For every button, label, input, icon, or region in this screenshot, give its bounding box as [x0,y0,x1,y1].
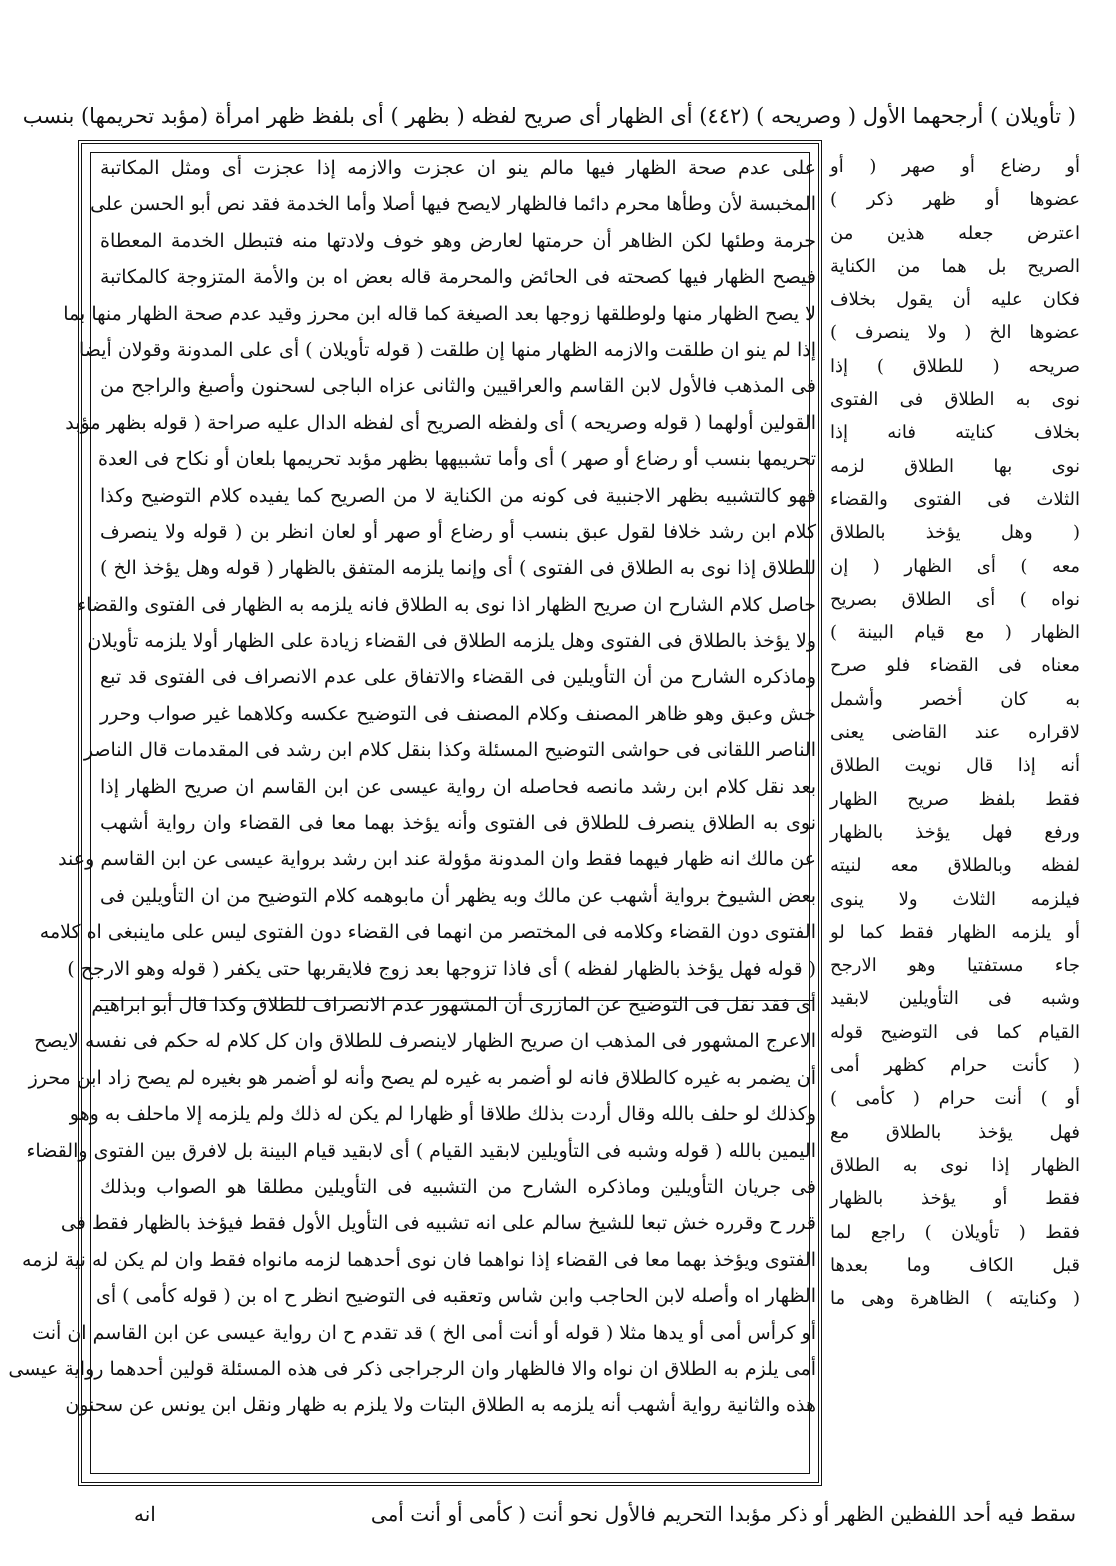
margin-line: فقط ( تأويلان ) راجع لما [830,1221,1080,1243]
commentary-line: الناصر اللقانى فى حواشى التوضيح المسئلة وكذا بنقل كلام ابن رشد فى المقدمات قال الناصر [83,739,816,762]
commentary-line: أمى يلزم به الطلاق ان نواه والا فالظهار وان الرجراجى ذكر فى هذه المسئلة قولين أحدهما رواية عيسى [8,1357,816,1380]
commentary-line: فيصح الظهار فيها كصحته فى الحائض والمحرمة قاله بعض اه بن والأمة المتزوجة كالمكاتبة [100,266,816,289]
margin-line: وشبه فى التأويلين لابقيد [830,988,1080,1010]
margin-line: القيام كما فى التوضيح قوله [830,1021,1080,1043]
margin-line: الظهار إذا نوى به الطلاق [830,1154,1080,1176]
margin-line: الثلاث فى الفتوى والقضاء [830,488,1080,510]
margin-line: فيلزمه الثلاث ولا ينوى [830,888,1080,910]
header-line: ( تأويلان ) أرجحهما الأول ( وصريحه ) (٤٤٢) أى الظهار أى صريح لفظه ( بظهر ) أى بلفظ ظهر امرأة (مؤبد تحريمها) بنسب [22,104,1076,128]
commentary-line: وماذكره الشارح من أن التأويلين فى القضاء والاتفاق على عدم الانصراف فى الفتوى قد تبع [100,666,816,689]
commentary-line: حرمة وطئها لكن الظاهر أن حرمتها لعارض وهو خوف ولادتها منه فتبطل الخدمة المعطاة [100,229,816,252]
commentary-line: فى المذهب فالأول لابن القاسم والعراقيين والثانى عزاه الباجى لسحنون وأصبغ والراجح من [100,375,816,398]
margin-line: صريحه ( للطلاق ) إذا [830,355,1080,377]
commentary-line: لا يصح الظهار منها ولوطلقها زوجها بعد الصيغة كما قاله ابن محرز وقيد عدم صحة الظهار منها بما [63,302,816,325]
commentary-line: على عدم صحة الظهار فيها مالم ينو ان عجزت والازمه إذا عجزت أى ومثل المكاتبة [100,157,816,179]
commentary-line: إذا لم ينو ان طلقت والازمه الظهار منها إن طلقت ( قوله تأويلان ) أى على المدونة وقولان أيضا [78,338,816,361]
commentary-line: أن يضمر به غيره كالطلاق فانه لو أضمر به غيره لم يصح وأنه لو أضمر هو بغيره لم يصح زاد ابن محرز [28,1066,816,1089]
margin-line: فكان عليه أن يقول بخلاف [830,289,1080,311]
margin-line: لفظه وبالطلاق معه لنيته [830,855,1080,877]
margin-line: الصريح بل هما من الكناية [830,255,1080,277]
commentary-line: أى فقد نقل فى التوضيح عن المازرى أن المشهور عدم الانصراف للطلاق وكذا قال أبو ابراهيم [91,993,816,1016]
commentary-text [8,150,816,1480]
commentary-line: بعض الشيوخ برواية أشهب عن مالك وبه يظهر أن مابوهمه كلام التوضيح من ان التأويلين فى [100,884,816,907]
margin-line: أو ) أنت حرام ( كأمى ) [830,1088,1080,1110]
commentary-line: هذه والثانية رواية أشهب أنه يلزمه به الطلاق البتات ولا يلزم به ظهار ونقل ابن يونس عن سحنون [65,1394,816,1417]
footer [64,1494,1076,1534]
commentary-line: ولا يؤخذ بالطلاق فى الفتوى وهل يلزمه الطلاق فى القضاء زيادة على الظهار أولا يلزمه تأويلان [87,630,816,653]
margin-line: بخلاف كنايته فانه إذا [830,422,1080,444]
margin-line: قبل الكاف وما بعدها [830,1254,1080,1276]
margin-line: معناه فى القضاء فلو صرح [830,655,1080,677]
margin-line: عضوها أو ظهر ذكر ) [830,189,1080,211]
commentary-line: قرر ح وقرره خش تبعا للشيخ سالم على انه تشبيه فى التأويل الأول فقط فيؤخذ بالظهار فقط فى [60,1212,816,1235]
margin-line: فقط بلفظ صريح الظهار [830,788,1080,810]
commentary-line: وكذلك لو حلف بالله وقال أردت بذلك طلاقا أو ظهارا لم يكن له ذلك ولم يلزمه إلا ماحلف به وهو [69,1103,816,1126]
margin-line: نوى بها الطلاق لزمه [830,455,1080,477]
commentary-line: الظهار اه وأصله لابن الحاجب وابن شاس وتعقبه فى التوضيح انظر ح اه بن ( قوله كأمى ) أى [95,1285,816,1308]
commentary-line: اليمين بالله ( قوله وشبه فى التأويلين لابقيد القيام ) أى لابقيد قيام البينة بل لافرق بين الفتوى والقضاء [26,1139,816,1162]
margin-line: نوى به الطلاق فى الفتوى [830,389,1080,411]
commentary-line: فى جريان التأويلين وماذكره الشارح من التشبيه فى التأويلين مطلقا هو الصواب وبذلك [100,1175,816,1198]
margin-line: فهل يؤخذ بالطلاق مع [830,1121,1080,1143]
footer-line: سقط فيه أحد اللفظين الظهر أو ذكر مؤبدا التحريم فالأول نحو أنت ( كأمى أو أنت أمى [370,1502,1076,1526]
margin-line: عضوها الخ ( ولا ينصرف ) [830,322,1080,344]
margin-line: الظهار ( مع قيام البينة ) [830,622,1080,644]
margin-line: أو يلزمه الظهار فقط كما لو [830,921,1080,943]
margin-text [830,150,1080,1480]
commentary-line: للطلاق إذا نوى به الطلاق فى الفتوى ) أى وإنما يلزمه المتفق بالظهار ( قوله وهل يؤخذ الخ ) [100,557,816,580]
commentary-line: الفتوى دون القضاء وكلامه فى المختصر من انهما فى القضاء دون الفتوى ليس على ماينبغى اه كلامه [39,921,816,944]
margin-line: ورفع فهل يؤخذ بالظهار [830,821,1080,843]
margin-line: اعترض جعله هذين من [830,222,1080,244]
commentary-line: كلام ابن رشد خلافا لقول عبق بنسب أو رضاع أو صهر أو لعان انظر بن ( قوله ولا ينصرف [100,520,816,543]
commentary-line: الاعرج المشهور فى المذهب ان صريح الظهار لاينصرف للطلاق وان كل كلام له حكم فى نفسه لايصح [34,1030,816,1053]
margin-line: أنه إذا قال نويت الطلاق [830,755,1080,777]
section-divider [100,1000,814,1001]
margin-line: نواه ) أى الطلاق بصريح [830,588,1080,610]
catchword: انه [134,1502,156,1526]
commentary-line: فهو كالتشبيه بظهر الاجنبية فى كونه من الكناية لا من الصريح كما يفيده كلام التوضيح وكذا [100,484,816,507]
margin-line: به كان أخصر وأشمل [830,688,1080,710]
margin-line: ( وكنايته ) الظاهرة وهى ما [830,1288,1080,1310]
commentary-line: خش وعبق وهو ظاهر المصنف وكلام المصنف فى التوضيح عكسه وكلاهما غير صواب وحرر [100,702,816,725]
commentary-line: الفتوى ويؤخذ بهما معا فى القضاء إذا نواهما فان نوى أحدهما لزمه مانواه فقط وان لم يكن له نية لزمه [22,1248,816,1271]
margin-line: معه ) أى الظهار ( إن [830,555,1080,577]
commentary-line: بعد نقل كلام ابن رشد مانصه فحاصله ان رواية عيسى عن ابن القاسم ان صريح الظهار إذا [100,775,816,798]
commentary-line: حاصل كلام الشارح ان صريح الظهار اذا نوى به الطلاق فانه يلزمه به الظهار فى الفتوى والقضاء [77,593,816,616]
commentary-line: أو كرأس أمى أو يدها مثلا ( قوله أو أنت أمى الخ ) قد تقدم ح ان رواية عيسى عن ابن القاسم ان أنت [32,1321,816,1344]
commentary-line: القولين أولهما ( قوله وصريحه ) أى ولفظه الصريح أى لفظه الدال عليه صراحة ( قوله بظهر مؤبد [65,411,816,434]
margin-line: ( كأنت حرام كظهر أمى [830,1055,1080,1077]
commentary-line: عن مالك انه ظهار فيهما فقط وان المدونة مؤولة عند ابن رشد برواية عيسى عن ابن القاسم وعند [58,848,816,871]
margin-line: جاء مستفتيا وهو الارجح [830,955,1080,977]
commentary-line: نوى به الطلاق ينصرف للطلاق فى الفتوى وأنه يؤخذ بهما معا فى القضاء وان رواية أشهب [100,812,816,835]
margin-line: ( وهل يؤخذ بالطلاق [830,522,1080,544]
margin-line: أو رضاع أو صهر ( أو [830,156,1080,177]
margin-line: لاقراره عند القاضى يعنى [830,722,1080,744]
commentary-line: تحريمها بنسب أو رضاع أو صهر ) أى وأما تشبيهها بظهر مؤبد تحريمها بلعان أو نكاح فى العدة [98,448,816,471]
commentary-line: ( قوله فهل يؤخذ بالظهار لفظه ) أى فاذا تزوجها بعد زوج فلايقربها حتى يكفر ( قوله وهو الارجح ) [67,957,816,980]
commentary-line: المخبسة لأن وطأها محرم دائما فالظهار لايصح فيها أصلا وأما الخدمة فقد نص أبو الحسن على [90,193,816,216]
margin-line: فقط أو يؤخذ بالظهار [830,1188,1080,1210]
